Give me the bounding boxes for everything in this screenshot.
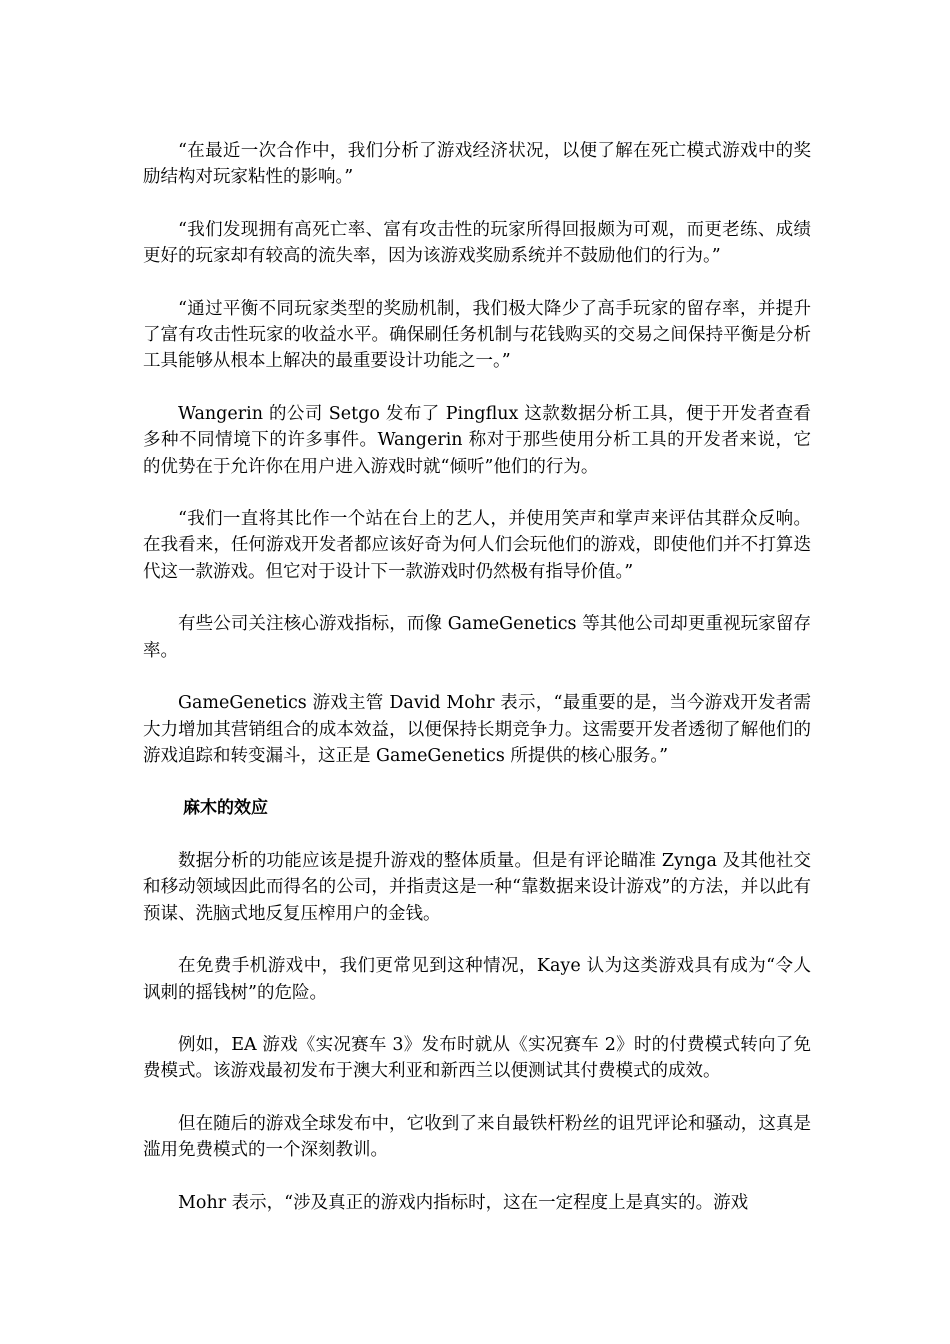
paragraph-10: 例如，EA 游戏《实况赛车 3》发布时就从《实况赛车 2》时的付费模式转向了免费模式。该游戏最初发布于澳大利亚和新西兰以便测试其付费模式的成效。 (143, 1035, 811, 1082)
section-heading: 麻木的效应 (183, 798, 268, 819)
document-page (143, 138, 811, 1242)
paragraph-1: “在最近一次合作中，我们分析了游戏经济状况，以便了解在死亡模式游戏中的奖励结构对玩家粘性的影响。” (143, 141, 811, 188)
paragraph-2: “我们发现拥有高死亡率、富有攻击性的玩家所得回报颇为可观，而更老练、成绩更好的玩家却有较高的流失率，因为该游戏奖励系统并不鼓励他们的行为。” (143, 219, 811, 267)
paragraph-7: GameGenetics 游戏主管 David Mohr 表示，“最重要的是，当今游戏开发者需大力增加其营销组合的成本效益，以便保持长期竞争力。这需要开发者透彻了解他们的游戏追踪和转变漏斗，这正是 GameGenetics 所提供的核心服务。” (143, 693, 811, 766)
paragraph-6: 有些公司关注核心游戏指标，而像 GameGenetics 等其他公司却更重视玩家留存率。 (143, 614, 811, 661)
paragraph-5: “我们一直将其比作一个站在台上的艺人，并使用笑声和掌声来评估其群众反响。在我看来，任何游戏开发者都应该好奇为何人们会玩他们的游戏，即使他们并不打算迭代这一款游戏。但它对于设计下一款游戏时仍然极有指导价值。” (143, 509, 811, 582)
paragraph-11: 但在随后的游戏全球发布中，它收到了来自最铁杆粉丝的诅咒评论和骚动，这真是滥用免费模式的一个深刻教训。 (143, 1113, 811, 1161)
paragraph-8: 数据分析的功能应该是提升游戏的整体质量。但是有评论瞄准 Zynga 及其他社交和移动领域因此而得名的公司，并指责这是一种“靠数据来设计游戏”的方法，并以此有预谋、洗脑式地反复压榨用户的金钱。 (143, 851, 811, 924)
paragraph-9: 在免费手机游戏中，我们更常见到这种情况，Kaye 认为这类游戏具有成为“令人讽刺的摇钱树”的危险。 (143, 956, 811, 1003)
paragraph-12: Mohr 表示，“涉及真正的游戏内指标时，这在一定程度上是真实的。游戏 (178, 1192, 749, 1213)
paragraph-4: Wangerin 的公司 Setgo 发布了 Pingflux 这款数据分析工具，便于开发者查看多种不同情境下的许多事件。Wangerin 称对于那些使用分析工具的开发者来说，它的优势在于允许你在用户进入游戏时就“倾听”他们的行为。 (143, 403, 811, 477)
paragraph-3: “通过平衡不同玩家类型的奖励机制，我们极大降少了高手玩家的留存率，并提升了富有攻击性玩家的收益水平。确保刷任务机制与花钱购买的交易之间保持平衡是分析工具能够从根本上解决的最重要设计功能之一。” (143, 298, 811, 372)
